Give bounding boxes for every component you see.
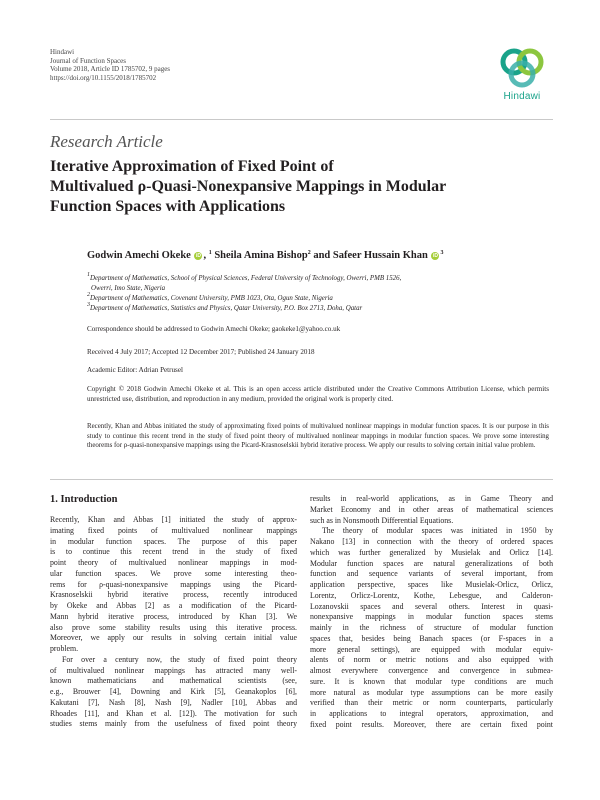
section-heading: 1. Introduction: [50, 494, 118, 505]
body-column-right: [310, 494, 553, 731]
body-text-line: spaces that, besides being Banach spaces (or F-spaces in a: [310, 633, 553, 643]
body-text-line: Rhoades [11], and Khan et al. [12]). The motivation for such: [50, 708, 297, 718]
author-sup: 3: [440, 250, 444, 256]
body-text-line: fixed point results. Moreover, there are certain fixed point: [310, 719, 553, 729]
affiliation: [87, 274, 547, 284]
body-text-line: sure. It is known that modular type conditions are much: [310, 676, 553, 686]
body-text-line: Market Economy and in other areas of mathematical sciences: [310, 504, 553, 514]
journal-name: Journal of Function Spaces: [50, 56, 127, 65]
body-text-line: Kakutani [7], Nash [8], Nash [9], Nadler [10], Abbas and: [50, 697, 297, 707]
body-text-line: problem.: [50, 644, 79, 653]
affiliation-continued: Owerri, Imo State, Nigeria: [91, 285, 166, 292]
body-text-line: alents of norm or metric notions and also equipped with: [310, 655, 553, 665]
body-text-line: Lorentz, Orlicz-Lorentz, Kothe, Lebesgue, and Calderon-: [310, 590, 553, 600]
affiliation: [87, 304, 547, 314]
affiliation-sup: 3: [87, 302, 90, 308]
body-text-line: more natural as modular type assumptions can be more easily: [310, 687, 553, 697]
author-name[interactable]: Safeer Hussain Khan: [332, 250, 428, 261]
author-name[interactable]: Godwin Amechi Okeke: [87, 250, 191, 261]
affiliation-text: Department of Mathematics, Statistics and Physics, Qatar University, P.O. Box 2713, Doha, Qatar: [90, 305, 363, 312]
body-text-line: which was further generalized by Musielak and Orlicz [14].: [310, 547, 553, 557]
body-text-line: in modular function spaces. The purpose of this paper: [50, 536, 297, 546]
body-text-line: Lozanovskii spaces and several others. Interest in quasi-: [310, 601, 553, 611]
body-text-line: point theory of multivalued nonlinear mappings in mod-: [50, 558, 297, 567]
body-text-line: Nakano [13] in connection with the theory of ordered spaces: [310, 537, 553, 546]
title-line: Iterative Approximation of Fixed Point of: [50, 158, 334, 175]
hindawi-logo: [496, 46, 548, 104]
body-text-line: Mann hybrid iterative process, introduced by Khan [3]. We: [50, 611, 297, 621]
body-text-line: also prove some stability results using this iterative process.: [50, 622, 297, 632]
abstract: Recently, Khan and Abbas initiated the study of approximating fixed points of multivalued nonlinear mappings in modular function spaces. It is our purpose in this study to continue this recent trend in the study of fixed point theory of multivalued nonlinear mappings in modular function spaces. We prove some interesting theorems for ρ-quasi-nonexpansive mappings using the Picard-Krasnoselskii hybrid iterative process. We apply our results to solving certain initial value problem.: [87, 423, 549, 450]
author-separator: ,: [203, 250, 209, 261]
title-line: Function Spaces with Applications: [50, 198, 286, 215]
logo-wordmark: Hindawi: [503, 91, 541, 102]
body-text-line: application perspective, spaces like Musielak-Orlicz, Orlicz,: [310, 580, 553, 589]
body-text-line: of multivalued nonlinear mappings has attracted many well-: [50, 665, 297, 675]
volume-info: Volume 2018, Article ID 1785702, 9 pages: [50, 65, 171, 74]
affiliation: [87, 294, 547, 304]
body-text-line: Recently, Khan and Abbas [1] initiated the study of approx-: [50, 515, 297, 524]
abstract-divider: [50, 479, 553, 480]
header-divider: [50, 119, 553, 120]
academic-editor: Academic Editor: Adrian Petrusel: [87, 366, 183, 374]
affiliation-sup: 1: [87, 272, 90, 278]
body-text-line: results in real-world applications, as in Game Theory and: [310, 494, 553, 503]
title-line: Multivalued ρ-Quasi-Nonexpansive Mappings in Modular: [50, 178, 447, 195]
hindawi-logo-icon: [496, 46, 548, 90]
body-text-line: verified than their metric or norm counterparts, particularly: [310, 698, 553, 708]
article-type: Research Article: [50, 132, 163, 151]
body-text-line: nonexpansive mappings in modular function spaces stems: [310, 612, 553, 622]
body-text-line: rems for ρ-quasi-nonexpansive mappings using the Picard-: [50, 579, 297, 589]
article-title: [50, 157, 550, 217]
body-column-left: [50, 515, 297, 730]
body-text-line: by Okeke and Abbas [2] as a modification of the Picard-: [50, 601, 297, 610]
author-sup: 2: [307, 250, 311, 256]
affiliation-text: Department of Mathematics, School of Physical Sciences, Federal University of Technology, Owerri, PMB 1526,: [90, 275, 402, 282]
author-name[interactable]: Sheila Amina Bishop: [214, 250, 308, 261]
body-text-line: Moreover, we apply our results in solving certain initial value: [50, 633, 297, 643]
publisher-name: Hindawi: [50, 48, 75, 56]
body-text-line: ular function spaces. We prove some interesting theo-: [50, 568, 297, 578]
body-text-line: is to continue this recent trend in the study of fixed: [50, 547, 297, 557]
body-text-line: more general settings), are equipped with modular equiv-: [310, 644, 553, 654]
body-text-line: e.g., Brouwer [4], Downing and Kirk [5], Geanakoplos [6],: [50, 687, 297, 696]
copyright-notice: Copyright © 2018 Godwin Amechi Okeke et al. This is an open access article distributed under the Creative Commons Attribution License, which permits unrestricted use, distribution, and reproduction in any medium, provided the original work is properly cited.: [87, 385, 549, 403]
orcid-icon[interactable]: iD: [195, 253, 201, 259]
publication-dates: Received 4 July 2017; Accepted 12 December 2017; Published 24 January 2018: [87, 348, 315, 356]
body-text-line: studies stems mainly from the usefulness of fixed point theory: [50, 719, 297, 729]
body-text-line: almost everywhere convergence and convergence in submea-: [310, 666, 553, 675]
body-text-line: in applications to integral operators, approximation, and: [310, 709, 553, 718]
body-text-line: function and sequence variants of several important, from: [310, 569, 553, 579]
body-text-line: such as in Nonsmooth Differential Equations.: [310, 515, 454, 525]
body-text-line: mainly in the richness of structure of modular function: [310, 623, 553, 632]
doi-link[interactable]: https://doi.org/10.1155/2018/1785702: [50, 73, 157, 82]
author-list: [87, 250, 443, 261]
affiliation-sup: 2: [87, 292, 90, 298]
author-sup: 1: [208, 250, 212, 256]
body-text-line: Krasnoselskii hybrid iterative process, recently introduced: [50, 590, 297, 600]
body-text-line: Modular function spaces are natural generalizations of both: [310, 558, 553, 568]
body-text-line: For over a century now, the study of fixed point theory: [62, 654, 297, 664]
body-text-line: known mathematicians and mathematical scientists (see,: [50, 676, 297, 686]
affiliation-text: Department of Mathematics, Covenant University, PMB 1023, Ota, Ogun State, Nigeria: [90, 295, 333, 302]
journal-meta: [50, 48, 170, 82]
author-separator: and: [310, 250, 333, 261]
affiliations: [87, 274, 547, 314]
correspondence: Correspondence should be addressed to Godwin Amechi Okeke; gaokeke1@yahoo.co.uk: [87, 325, 341, 333]
body-text-line: The theory of modular spaces was initiated in 1950 by: [322, 526, 553, 536]
orcid-icon[interactable]: iD: [432, 253, 438, 259]
body-text-line: imating fixed points of multivalued nonlinear mappings: [50, 525, 297, 535]
